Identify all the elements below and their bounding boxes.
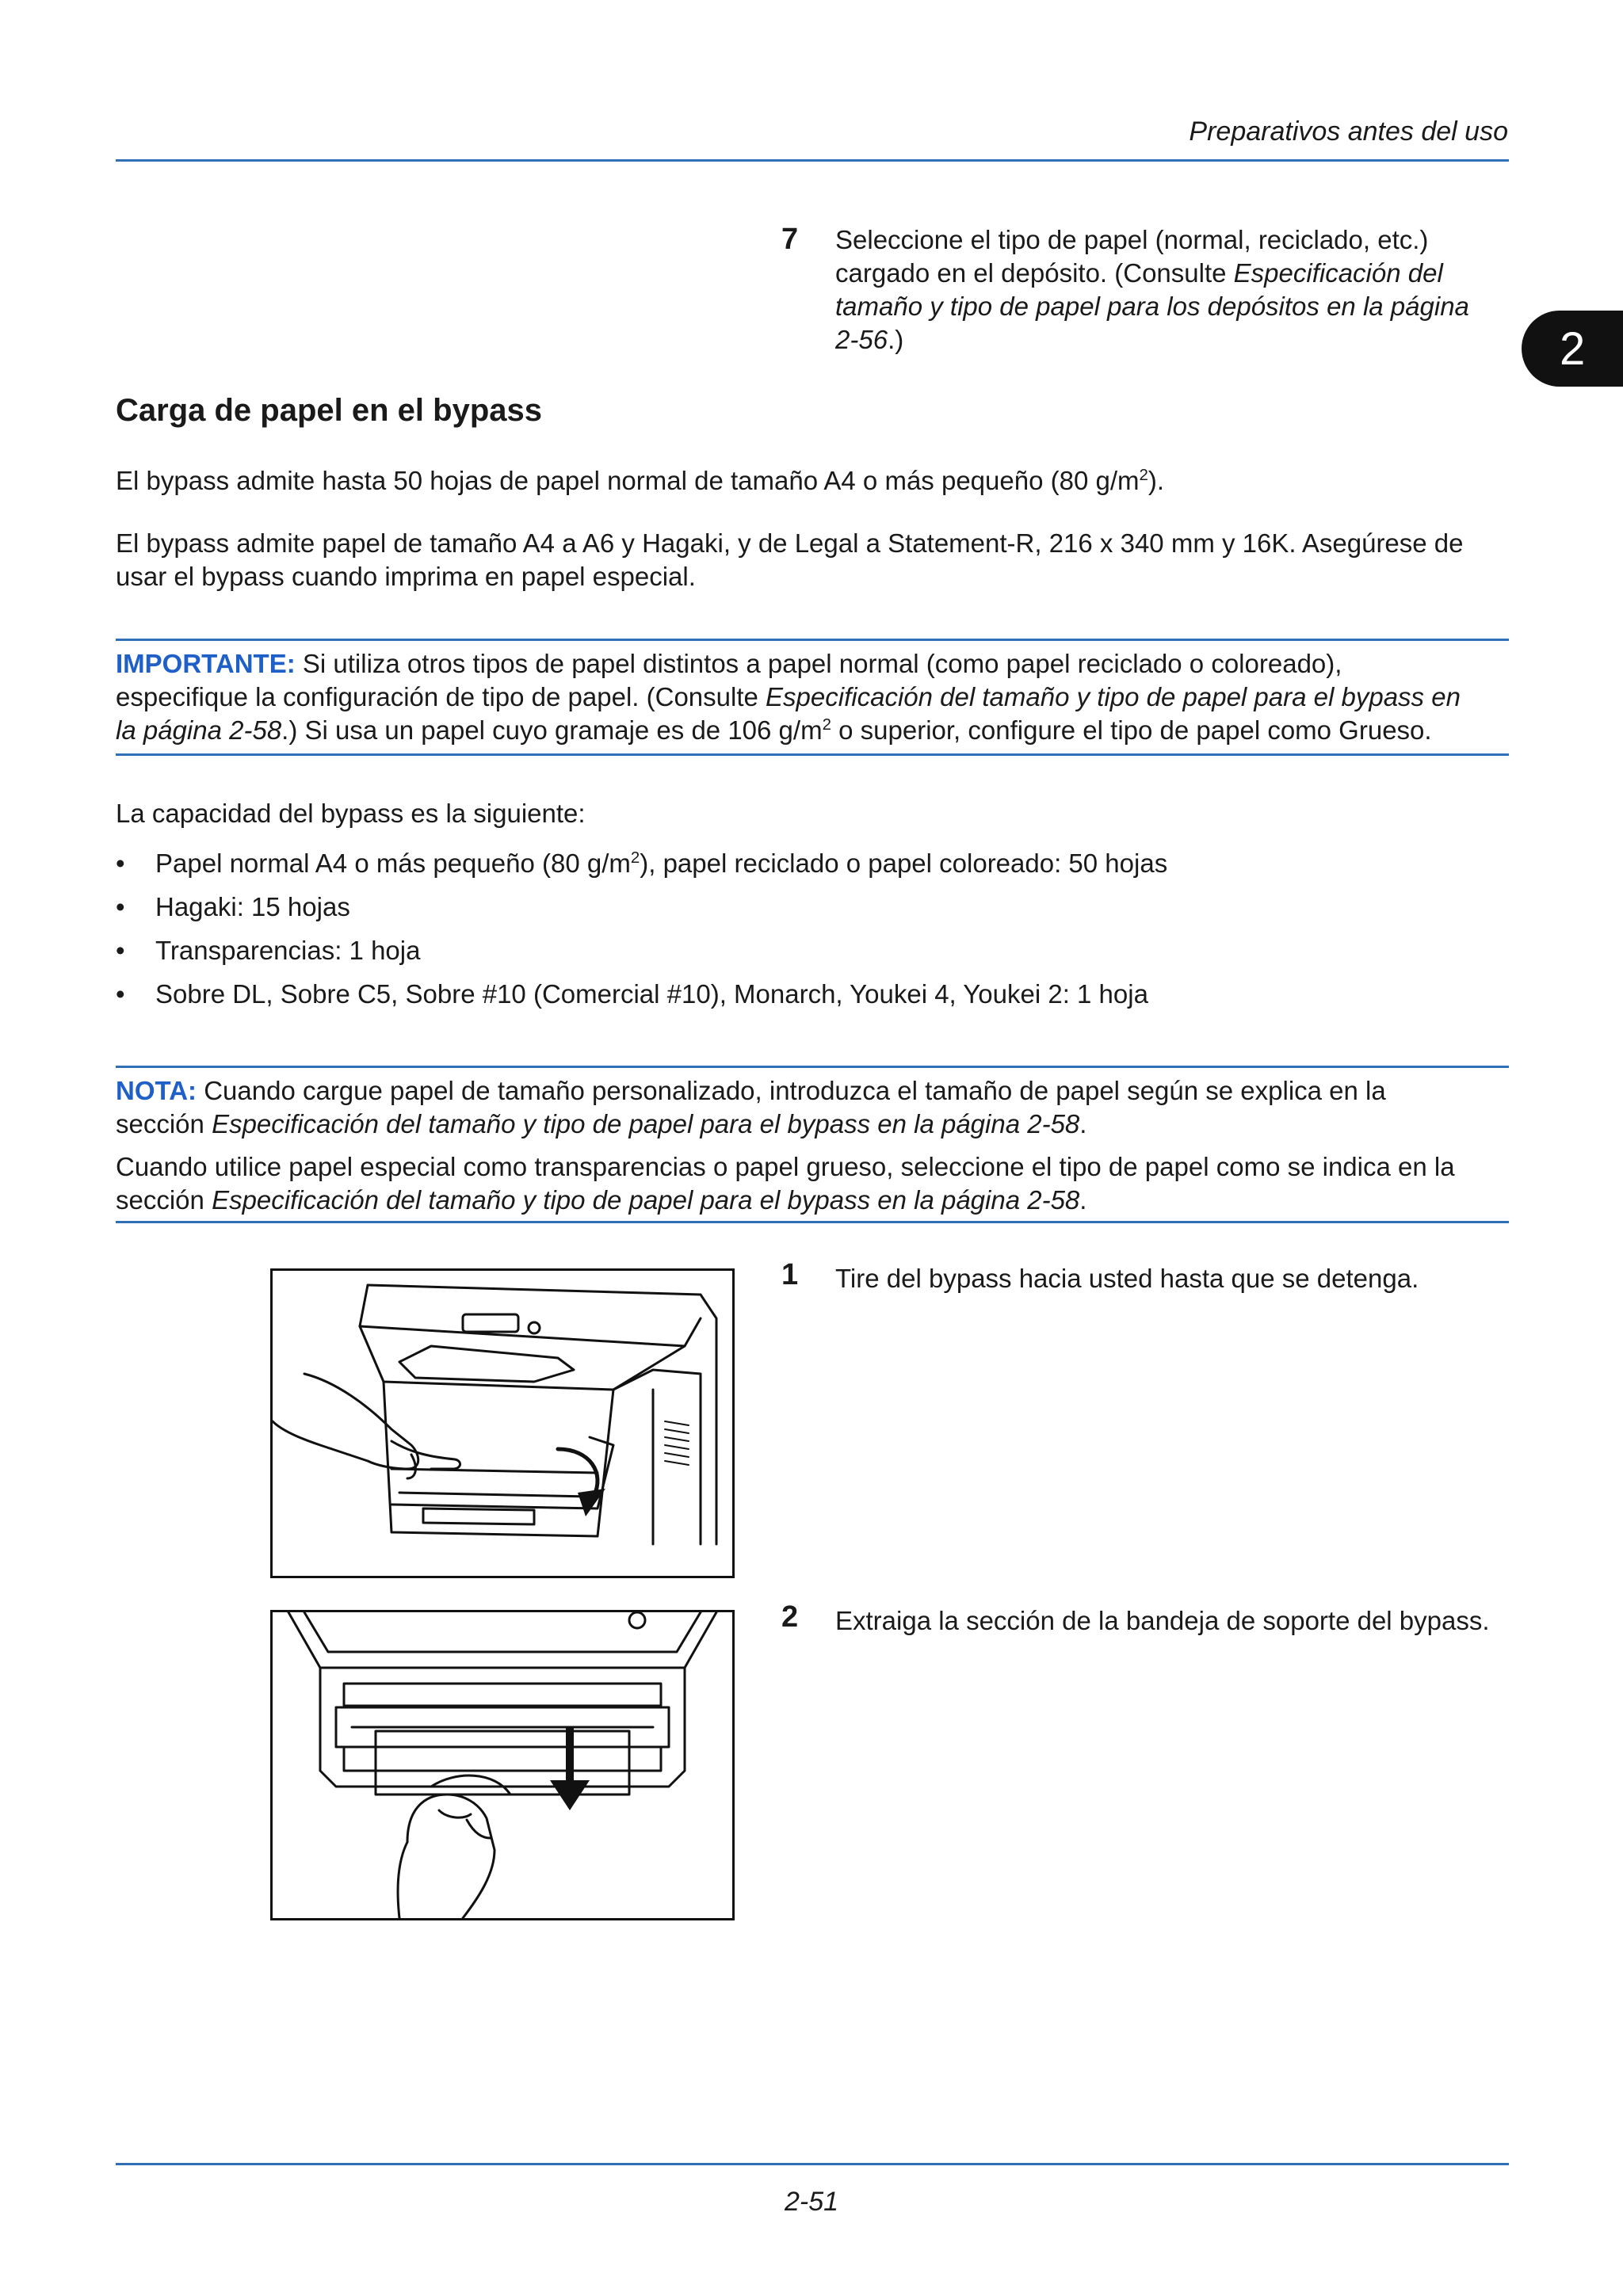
callout-line xyxy=(116,1074,1510,1108)
text-run: . xyxy=(1079,1109,1087,1138)
paragraph xyxy=(116,527,1510,593)
text-run: Cuando cargue papel de tamaño personalizado, introduzca el tamaño de papel según se explica en la xyxy=(197,1076,1386,1105)
step-7-line xyxy=(835,290,1517,323)
callout-rule-bottom xyxy=(116,1221,1509,1223)
callout-line xyxy=(116,681,1510,714)
text-run: Sobre DL, Sobre C5, Sobre #10 (Comercial #10), Monarch, Youkei 4, Youkei 2: 1 hoja xyxy=(155,979,1148,1009)
step-7-line xyxy=(835,323,1517,357)
step-7-line xyxy=(835,257,1517,290)
xref-text: Especificación del tamaño y tipo de papel para el bypass en la página 2-58 xyxy=(212,1109,1080,1138)
figure-extend-tray xyxy=(270,1610,735,1920)
step-7-line: Seleccione el tipo de papel (normal, reciclado, etc.) xyxy=(835,225,1429,254)
paragraph xyxy=(116,464,1510,498)
note-label: NOTA: xyxy=(116,1076,197,1105)
figure-open-bypass xyxy=(270,1268,735,1578)
step-number: 2 xyxy=(781,1600,799,1634)
header-rule xyxy=(116,159,1509,162)
step-2-text: Extraiga la sección de la bandeja de soporte del bypass. xyxy=(835,1606,1490,1635)
paragraph-line: usar el bypass cuando imprima en papel especial. xyxy=(116,562,696,591)
callout-line xyxy=(116,1184,1510,1217)
bullet: • xyxy=(116,979,125,1009)
chapter-tab xyxy=(1522,311,1623,387)
printer-illustration xyxy=(273,1271,732,1576)
important-label: IMPORTANTE: xyxy=(116,649,296,678)
list-item xyxy=(116,929,1167,972)
superscript: 2 xyxy=(1139,466,1148,484)
section-title: Carga de papel en el bypass xyxy=(116,393,542,428)
bullet: • xyxy=(116,849,125,878)
step-1-text: Tire del bypass hacia usted hasta que se detenga. xyxy=(835,1264,1419,1293)
text-run: ), papel reciclado o papel coloreado: 50 hojas xyxy=(640,849,1168,878)
text-run: Hagaki: 15 hojas xyxy=(155,892,350,921)
text-run: sección xyxy=(116,1109,212,1138)
paragraph-line: El bypass admite papel de tamaño A4 a A6 y Hagaki, y de Legal a Statement-R, 216 x 340 mm y 16K. Asegúrese de xyxy=(116,528,1464,558)
text-run: Si utiliza otros tipos de papel distintos a papel normal (como papel reciclado o coloreado), xyxy=(295,649,1342,678)
callout-rule-top xyxy=(116,639,1509,641)
list-item xyxy=(116,841,1167,885)
text-run: cargado en el depósito. (Consulte xyxy=(835,258,1234,288)
important-callout xyxy=(116,647,1510,747)
note-callout xyxy=(116,1074,1510,1217)
capacity-list xyxy=(116,841,1167,1016)
xref-text: Especificación del tamaño y tipo de papel para el bypass en xyxy=(766,682,1461,711)
callout-line xyxy=(116,1108,1510,1141)
bullet: • xyxy=(116,892,125,921)
step-7-text xyxy=(835,223,1517,357)
text-run: Transparencias: 1 hoja xyxy=(155,936,421,965)
text-run: o superior, configure el tipo de papel como Grueso. xyxy=(831,715,1432,745)
xref-text: 2-56 xyxy=(835,325,888,354)
superscript: 2 xyxy=(822,715,831,734)
xref-text: Especificación del tamaño y tipo de papel para el bypass en la página 2-58 xyxy=(212,1185,1080,1215)
running-header: Preparativos antes del uso xyxy=(1189,116,1508,147)
list-item xyxy=(116,885,1167,929)
callout-line xyxy=(116,714,1510,747)
capacity-intro: La capacidad del bypass es la siguiente: xyxy=(116,799,586,828)
xref-text: la página 2-58 xyxy=(116,715,282,745)
xref-text: tamaño y tipo de papel para los depósitos en la página xyxy=(835,292,1469,321)
callout-rule-bottom xyxy=(116,753,1509,756)
chapter-number: 2 xyxy=(1560,322,1586,375)
text-run: .) Si usa un papel cuyo gramaje es de 106 g/m xyxy=(281,715,823,745)
text-run: Cuando utilice papel especial como transparencias o papel grueso, seleccione el tipo de papel como se indica en la xyxy=(116,1152,1455,1181)
callout-rule-top xyxy=(116,1066,1509,1068)
text-run: ). xyxy=(1148,466,1165,495)
text-run: .) xyxy=(888,325,904,354)
text-run: Papel normal A4 o más pequeño (80 g/m xyxy=(155,849,631,878)
text-run: sección xyxy=(116,1185,212,1215)
step-number: 1 xyxy=(781,1258,799,1291)
xref-text: Especificación del xyxy=(1233,258,1443,288)
bypass-tray-illustration xyxy=(273,1612,732,1918)
text-run: El bypass admite hasta 50 hojas de papel normal de tamaño A4 o más pequeño (80 g/m xyxy=(116,466,1140,495)
callout-line xyxy=(116,647,1510,681)
bullet: • xyxy=(116,936,125,965)
text-run: especifique la configuración de tipo de papel. (Consulte xyxy=(116,682,766,711)
list-item xyxy=(116,972,1167,1016)
superscript: 2 xyxy=(630,849,640,867)
footer-rule xyxy=(116,2163,1509,2165)
page-number: 2-51 xyxy=(784,2187,839,2217)
text-run: . xyxy=(1079,1185,1087,1215)
step-number: 7 xyxy=(781,223,799,256)
callout-line xyxy=(116,1150,1510,1184)
